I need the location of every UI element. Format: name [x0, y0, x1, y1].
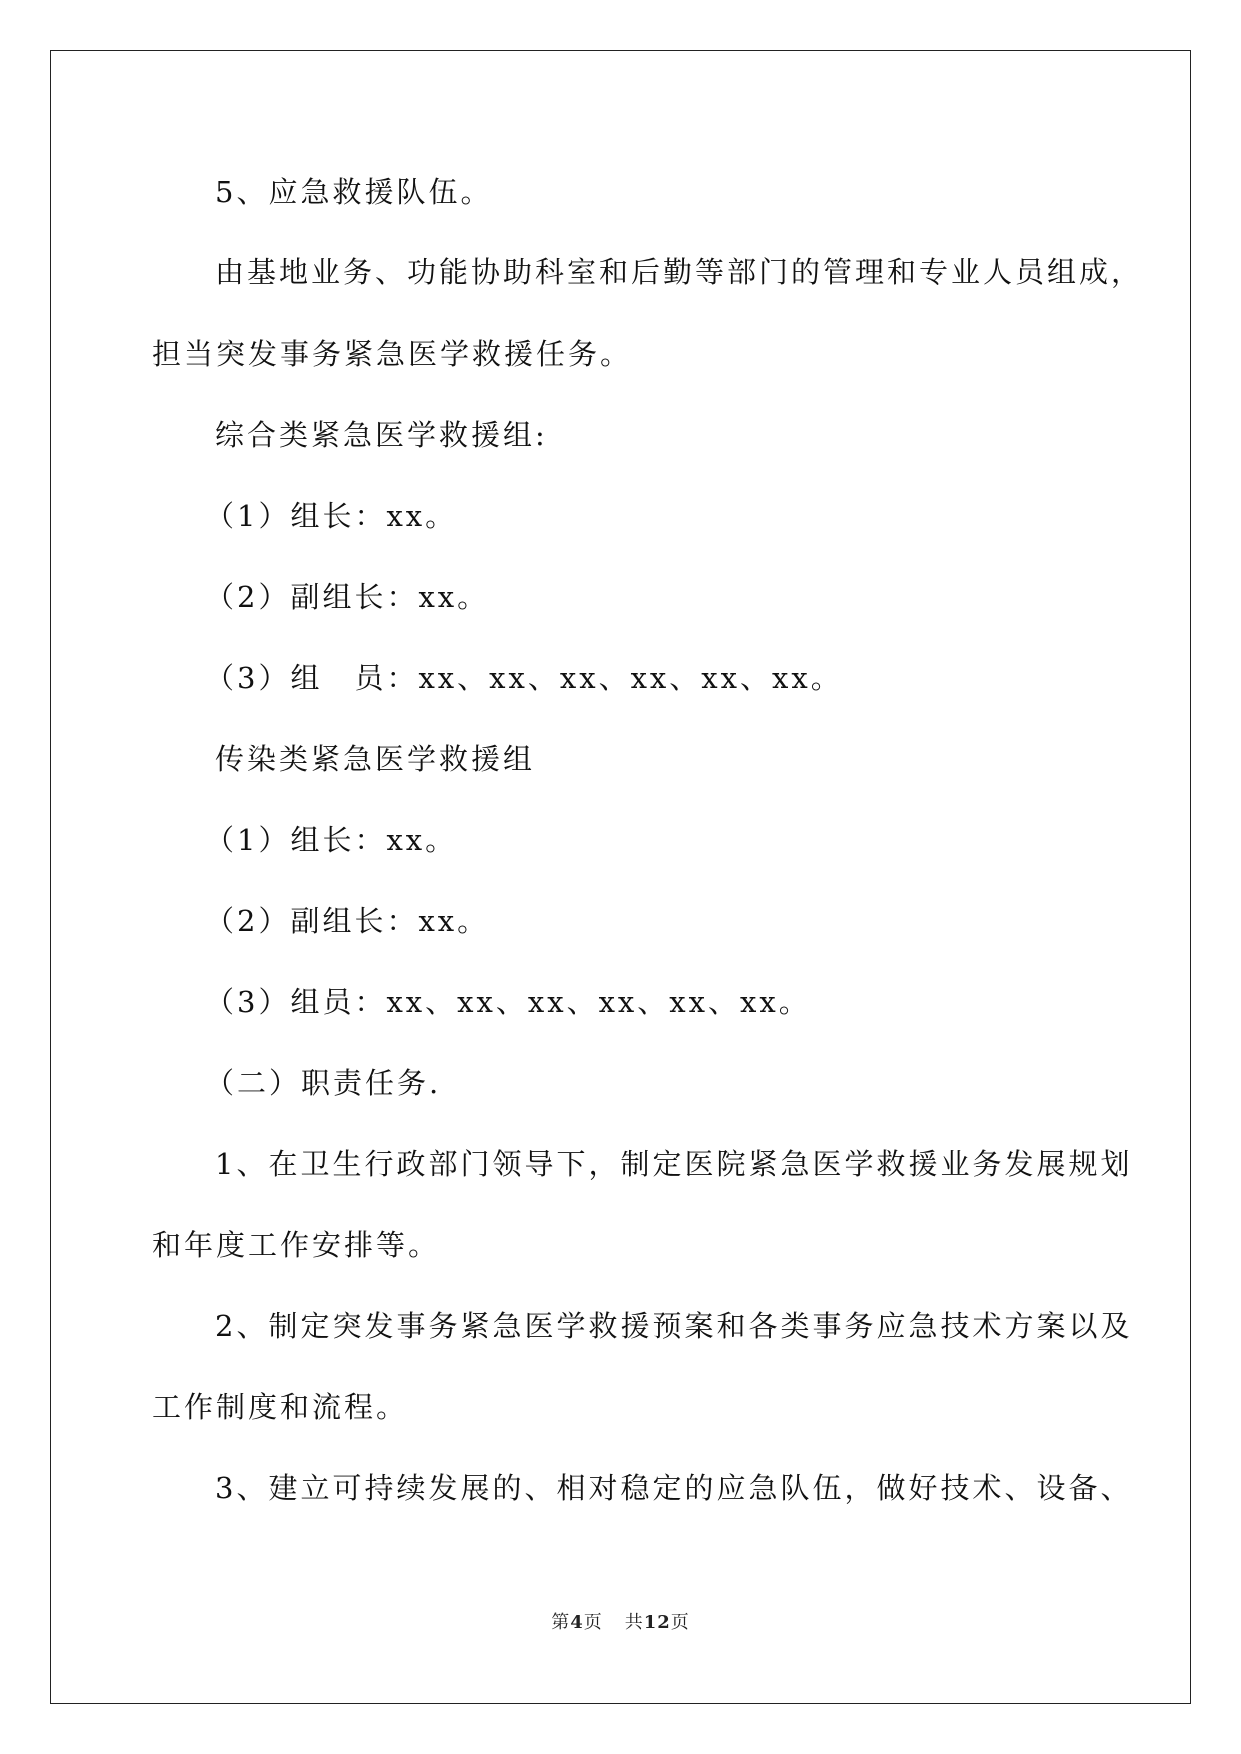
paragraph-line: 由基地业务、功能协助科室和后勤等部门的管理和专业人员组成，	[215, 255, 1144, 289]
footer-total-suffix: 页	[670, 1612, 690, 1633]
paragraph-line: （1）组长：xx。	[205, 823, 458, 857]
paragraph-line: （3）组员：xx、xx、xx、xx、xx、xx。	[205, 985, 811, 1019]
footer-page-suffix: 页	[583, 1612, 603, 1633]
page-footer	[0, 1608, 1241, 1634]
footer-prefix: 第	[551, 1612, 571, 1633]
paragraph-line: （3）组 员：xx、xx、xx、xx、xx、xx。	[205, 661, 843, 695]
paragraph-line: （1）组长：xx。	[205, 499, 458, 533]
footer-total-prefix: 共	[624, 1612, 644, 1633]
paragraph-line: （2）副组长：xx。	[205, 904, 490, 938]
footer-page-number: 4	[570, 1612, 584, 1633]
paragraph-line: 传染类紧急医学救援组	[215, 742, 536, 776]
paragraph-line: （二）职责任务.	[205, 1066, 442, 1100]
paragraph-line: （2）副组长：xx。	[205, 580, 490, 614]
paragraph-line: 2、制定突发事务紧急医学救援预案和各类事务应急技术方案以及	[215, 1309, 1133, 1343]
paragraph-line: 5、应急救援队伍。	[215, 175, 493, 209]
paragraph-line: 3、建立可持续发展的、相对稳定的应急队伍，做好技术、设备、	[215, 1471, 1133, 1505]
footer-total-pages: 12	[643, 1612, 671, 1633]
paragraph-line: 和年度工作安排等。	[152, 1228, 441, 1262]
paragraph-line: 担当突发事务紧急医学救援任务。	[152, 337, 633, 371]
paragraph-line: 综合类紧急医学救援组:	[215, 418, 548, 452]
page-border	[50, 50, 1191, 1704]
paragraph-line: 1、在卫生行政部门领导下，制定医院紧急医学救援业务发展规划	[215, 1147, 1133, 1181]
paragraph-line: 工作制度和流程。	[152, 1390, 409, 1424]
